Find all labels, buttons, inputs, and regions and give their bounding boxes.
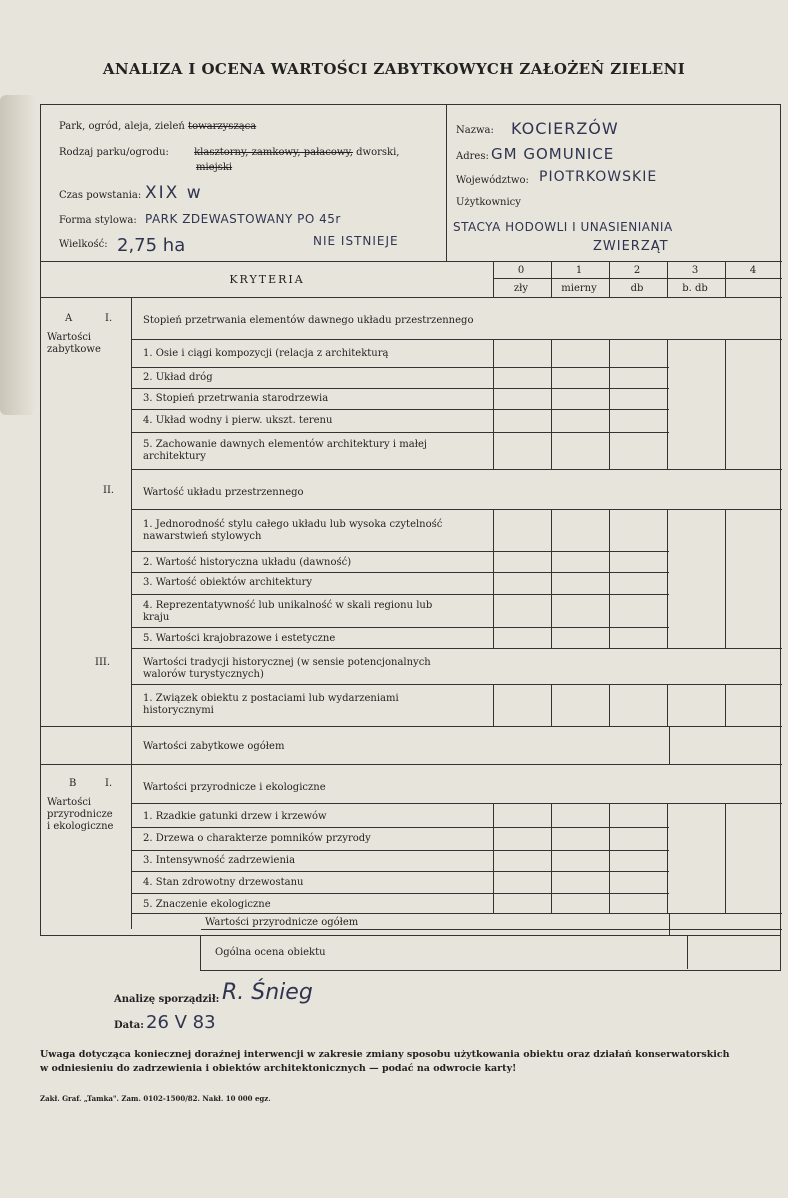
rule [725, 684, 726, 726]
rule [667, 803, 668, 913]
rule [493, 261, 494, 297]
rule [493, 684, 494, 726]
rule [131, 684, 782, 685]
rule [131, 339, 782, 340]
park-field-label: Park, ogród, aleja, zieleń towarzysząca [59, 121, 257, 132]
park-type-line2: miejski [196, 162, 233, 173]
section-b-letter: B [69, 778, 77, 789]
rule [551, 684, 552, 726]
voivodeship-label: Województwo: [456, 175, 529, 186]
time-label: Czas powstania: [59, 190, 142, 201]
rule [551, 339, 552, 469]
rule [131, 893, 669, 894]
date-value: 26 V 83 [146, 1012, 216, 1033]
users-label: Użytkownicy [456, 197, 521, 208]
rule [131, 648, 782, 649]
paper-stain [0, 95, 36, 415]
rule [131, 871, 669, 872]
page-title: ANALIZA I OCENA WARTOŚCI ZABYTKOWYCH ZAŁOŻEŃ ZIELENI [102, 60, 686, 78]
rule [131, 594, 669, 595]
rule [609, 803, 610, 913]
a2-item-3: 3. Wartość obiektów architektury [143, 577, 313, 588]
print-info: Zakł. Graf. „Tamka". Zam. 0102-1500/82. Nakł. 10 000 egz. [40, 1094, 271, 1103]
rule [131, 827, 669, 828]
name-value: KOCIERZÓW [511, 119, 619, 138]
rule [131, 803, 782, 804]
rule [725, 509, 726, 648]
b1-item-1: 1. Rzadkie gatunki drzew i krzewów [143, 811, 327, 822]
address-label: Adres: [456, 151, 489, 162]
a2-item-2: 2. Wartość historyczna układu (dawność) [143, 557, 352, 568]
date-label: Data: [114, 1020, 144, 1031]
rule [131, 409, 669, 410]
voivodeship-value: PIOTRKOWSKIE [539, 169, 658, 185]
style-value: PARK ZDEWASTOWANY PO 45r [145, 212, 341, 226]
rule [131, 627, 669, 628]
section-a-total: Wartości zabytkowe ogółem [143, 741, 285, 752]
col-4-num: 4 [749, 265, 757, 276]
style-label: Forma stylowa: [59, 215, 137, 226]
rule [609, 509, 610, 648]
park-type-field-label: Rodzaj parku/ogrodu: klasztorny, zamkowy, pałacowy, dworski, [59, 147, 400, 158]
group-b1-title: Wartości przyrodnicze i ekologiczne [143, 782, 326, 793]
criteria-top-rule [41, 261, 782, 262]
style-value-2: NIE ISTNIEJE [313, 234, 399, 248]
b1-item-5: 5. Znaczenie ekologiczne [143, 899, 271, 910]
header-divider [446, 105, 447, 261]
rule [725, 803, 726, 913]
a2-item-4: 4. Reprezentatywność lub unikalność w skali regionu lub kraju [143, 600, 433, 623]
rule [667, 684, 668, 726]
rule [493, 339, 494, 469]
section-b-roman: I. [105, 778, 113, 789]
name-label: Nazwa: [456, 125, 494, 136]
rule [131, 367, 669, 368]
rule [131, 850, 669, 851]
section-a-roman-3: III. [95, 657, 111, 668]
rule [493, 803, 494, 913]
rule [493, 509, 494, 648]
rule [667, 509, 668, 648]
column-header-mid-rule [493, 278, 782, 279]
size-label: Wielkość: [59, 239, 108, 250]
left-column-divider [131, 297, 132, 929]
evaluation-form [40, 104, 781, 936]
a1-item-5: 5. Zachowanie dawnych elementów architektury i małej architektury [143, 439, 427, 462]
rule [131, 469, 782, 470]
rule [667, 339, 668, 469]
rule [131, 551, 669, 552]
section-b-name: Wartości przyrodnicze i ekologiczne [47, 797, 114, 832]
rule [609, 261, 610, 297]
b1-item-2: 2. Drzewa o charakterze pomników przyrody [143, 833, 371, 844]
col-2-label: db [630, 283, 644, 294]
col-3-label: b. db [682, 283, 708, 294]
rule [725, 339, 726, 469]
group-a2-title: Wartość układu przestrzennego [143, 487, 304, 498]
rule [131, 572, 669, 573]
col-3-num: 3 [691, 265, 699, 276]
overall-label: Ogólna ocena obiektu [215, 947, 326, 958]
col-1-label: mierny [561, 283, 597, 294]
section-a-letter: A [65, 313, 73, 324]
column-header-bottom-rule [41, 297, 782, 298]
a1-item-4: 4. Układ wodny i pierw. ukszt. terenu [143, 415, 333, 426]
analysis-label: Analizę sporządził: [114, 994, 220, 1005]
rule [725, 261, 726, 297]
overall-divider [687, 935, 688, 969]
section-a-roman-2: II. [103, 485, 115, 496]
rule [551, 509, 552, 648]
group-a3-title: Wartości tradycji historycznej (w sensie potencjonalnych walorów turystycznych) [143, 657, 431, 680]
col-2-num: 2 [633, 265, 641, 276]
rule [201, 929, 782, 930]
rule [669, 726, 670, 764]
rule [131, 432, 669, 433]
rule [667, 261, 668, 297]
rule [131, 388, 669, 389]
analysis-signature: R. Śnieg [222, 980, 313, 1005]
rule [131, 913, 782, 914]
a2-item-1: 1. Jednorodność stylu całego układu lub wysoka czytelność nawarstwień stylowych [143, 519, 443, 542]
address-value: GM GOMUNICE [491, 145, 615, 163]
a1-item-2: 2. Układ dróg [143, 372, 213, 383]
section-a-name: Wartości zabytkowe [47, 332, 101, 355]
rule [609, 684, 610, 726]
users-value: STACYA HODOWLI I UNASIENIANIA [453, 220, 673, 234]
b1-item-3: 3. Intensywność zadrzewienia [143, 855, 296, 866]
a3-item-1: 1. Związek obiektu z postaciami lub wydarzeniami historycznymi [143, 693, 399, 716]
overall-box [200, 935, 781, 971]
note-line-1: Uwaga dotycząca koniecznej doraźnej interwencji w zakresie zmiany sposobu użytkowania obiektu oraz działań konserwatorskich [40, 1049, 730, 1060]
rule [609, 339, 610, 469]
rule [41, 764, 782, 765]
section-b-total: Wartości przyrodnicze ogółem [205, 917, 359, 928]
a2-item-5: 5. Wartości krajobrazowe i estetyczne [143, 633, 336, 644]
size-value: 2,75 ha [117, 235, 186, 256]
time-value: XIX w [145, 183, 203, 203]
users-value-2: ZWIERZĄT [593, 239, 669, 254]
note-line-2: w odniesieniu do zadrzewienia i obiektów architektonicznych — podać na odwrocie karty! [40, 1063, 517, 1074]
a1-item-1: 1. Osie i ciągi kompozycji (relacja z architekturą [143, 348, 389, 359]
col-0-num: 0 [517, 265, 525, 276]
b1-item-4: 4. Stan zdrowotny drzewostanu [143, 877, 304, 888]
rule [551, 261, 552, 297]
rule [41, 726, 782, 727]
rule [669, 913, 670, 935]
section-a-roman: I. [105, 313, 113, 324]
col-1-num: 1 [575, 265, 583, 276]
criteria-header: KRYTERIA [229, 273, 305, 286]
rule [131, 509, 782, 510]
col-0-label: zły [513, 283, 529, 294]
rule [551, 803, 552, 913]
a1-item-3: 3. Stopień przetrwania starodrzewia [143, 393, 329, 404]
group-a1-title: Stopień przetrwania elementów dawnego układu przestrzennego [143, 315, 474, 326]
